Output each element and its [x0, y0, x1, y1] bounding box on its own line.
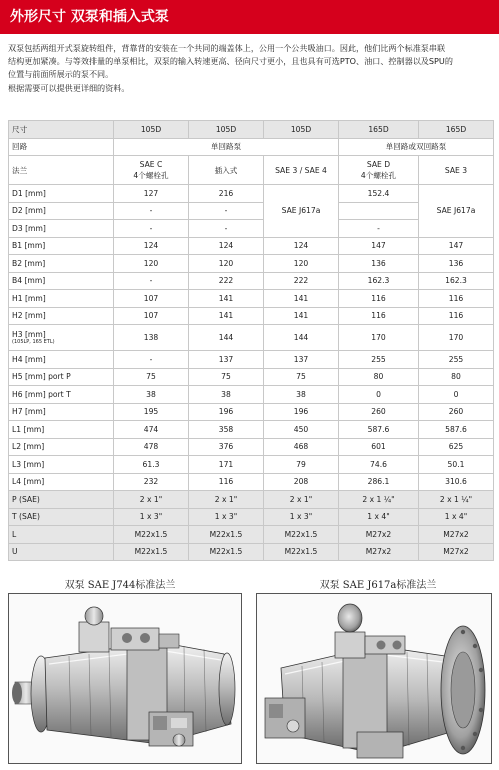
- table-cell: 170: [419, 325, 494, 351]
- table-cell: M22x1.5: [189, 526, 264, 544]
- table-cell: 124: [189, 237, 264, 255]
- circuit-label: 回路: [9, 138, 114, 156]
- table-cell: 38: [114, 386, 189, 404]
- table-cell: M22x1.5: [264, 543, 339, 561]
- row-label: P (SAE): [9, 491, 114, 509]
- table-cell: 478: [114, 438, 189, 456]
- table-cell: 141: [189, 290, 264, 308]
- table-cell: 260: [339, 403, 419, 421]
- row-label: H5 [mm] port P: [9, 368, 114, 386]
- sae-j617a-cell: SAE J617a: [419, 185, 494, 238]
- row-label: B4 [mm]: [9, 272, 114, 290]
- left-figure-caption: 双泵 SAE J744标准法兰: [64, 580, 176, 591]
- table-cell: 2 x 1": [189, 491, 264, 509]
- table-row-b1: [9, 237, 494, 255]
- circuit-single-double: 单回路或双回路泵: [339, 138, 494, 156]
- table-cell: 255: [419, 351, 494, 369]
- table-cell: M22x1.5: [114, 526, 189, 544]
- intro-line: 结构更加紧凑。与等效排量的单泵相比，双泵的输入转速更高、径向尺寸更小，且也具有可选PTO、油口、控制器以及SPU的: [8, 56, 453, 67]
- table-cell: 116: [339, 307, 419, 325]
- row-label: B1 [mm]: [9, 237, 114, 255]
- table-cell: 75: [114, 368, 189, 386]
- table-row-l1: [9, 421, 494, 439]
- table-cell: 141: [264, 290, 339, 308]
- table-cell: 2 x 1 ¼": [419, 491, 494, 509]
- table-cell: 1 x 3": [114, 508, 189, 526]
- row-label: L2 [mm]: [9, 438, 114, 456]
- table-cell: 80: [419, 368, 494, 386]
- table-cell: 195: [114, 403, 189, 421]
- row-label: H2 [mm]: [9, 307, 114, 325]
- table-row-p: [9, 491, 494, 509]
- table-row-d1: D1 [mm] 127 216 SAE J617a 152.4 SAE J617a: [9, 185, 494, 203]
- row-label: L: [9, 526, 114, 544]
- table-cell: 1 x 4": [419, 508, 494, 526]
- row-label: H3 [mm] (105LP, 165 ETL): [9, 325, 114, 351]
- table-cell: 124: [114, 237, 189, 255]
- table-row-h4: [9, 351, 494, 369]
- table-row-h6: [9, 386, 494, 404]
- table-cell: 0: [419, 386, 494, 404]
- right-figure-caption: 双泵 SAE J617a标准法兰: [319, 580, 437, 591]
- intro-line: 位置与前面所展示的泵不同。: [8, 69, 114, 80]
- table-cell: -: [114, 272, 189, 290]
- table-row-d2: D2 [mm] - -: [9, 202, 494, 220]
- table-cell: 120: [114, 255, 189, 273]
- table-cell: 255: [339, 351, 419, 369]
- table-cell: 232: [114, 473, 189, 491]
- table-cell: 75: [264, 368, 339, 386]
- table-cell: 80: [339, 368, 419, 386]
- table-cell: 136: [419, 255, 494, 273]
- table-cell: 474: [114, 421, 189, 439]
- table-cell: 196: [264, 403, 339, 421]
- table-cell: 116: [419, 290, 494, 308]
- table-row-b2: [9, 255, 494, 273]
- left-pump-figure: [8, 593, 242, 764]
- table-cell: 162.3: [339, 272, 419, 290]
- table-cell: 2 x 1 ¼": [339, 491, 419, 509]
- table-cell: M22x1.5: [264, 526, 339, 544]
- table-cell: 587.6: [419, 421, 494, 439]
- table-cell: 147: [419, 237, 494, 255]
- table-cell: 75: [189, 368, 264, 386]
- table-cell: 144: [189, 325, 264, 351]
- flange-cell: 插入式: [189, 156, 264, 185]
- table-cell: 124: [264, 237, 339, 255]
- table-cell: 260: [419, 403, 494, 421]
- table-cell: 137: [264, 351, 339, 369]
- table-row-h1: [9, 290, 494, 308]
- table-cell: M27x2: [339, 543, 419, 561]
- table-row-l: [9, 526, 494, 544]
- table-cell: M27x2: [419, 543, 494, 561]
- table-cell: 625: [419, 438, 494, 456]
- table-cell: 120: [189, 255, 264, 273]
- table-row-circuit: [9, 138, 494, 156]
- row-label: L4 [mm]: [9, 473, 114, 491]
- table-cell: 50.1: [419, 456, 494, 474]
- table-row-d3: D3 [mm] - - -: [9, 220, 494, 238]
- table-cell: 116: [419, 307, 494, 325]
- dimensions-table: [8, 120, 494, 561]
- table-row-h3: [9, 325, 494, 351]
- row-label: L1 [mm]: [9, 421, 114, 439]
- table-cell: M27x2: [339, 526, 419, 544]
- table-cell: M27x2: [419, 526, 494, 544]
- table-cell: 61.3: [114, 456, 189, 474]
- size-cell: 105D: [189, 121, 264, 139]
- table-cell: 208: [264, 473, 339, 491]
- row-label: B2 [mm]: [9, 255, 114, 273]
- row-label: H7 [mm]: [9, 403, 114, 421]
- table-cell: 74.6: [339, 456, 419, 474]
- flange-cell: SAE C 4个螺栓孔: [114, 156, 189, 185]
- table-row-b4: [9, 272, 494, 290]
- table-cell: 1 x 4": [339, 508, 419, 526]
- table-cell: 310.6: [419, 473, 494, 491]
- row-label: H4 [mm]: [9, 351, 114, 369]
- table-cell: 79: [264, 456, 339, 474]
- table-cell: 1 x 3": [189, 508, 264, 526]
- double-pump-j744-illustration: [9, 594, 242, 764]
- table-cell: 38: [189, 386, 264, 404]
- row-label: L3 [mm]: [9, 456, 114, 474]
- table-row-l2: [9, 438, 494, 456]
- row-label: H1 [mm]: [9, 290, 114, 308]
- table-cell: 170: [339, 325, 419, 351]
- table-cell: 107: [114, 307, 189, 325]
- table-cell: 137: [189, 351, 264, 369]
- table-cell: 376: [189, 438, 264, 456]
- table-cell: 147: [339, 237, 419, 255]
- table-row-h2: [9, 307, 494, 325]
- table-row-u: [9, 543, 494, 561]
- table-cell: 136: [339, 255, 419, 273]
- page-header: [0, 0, 499, 34]
- table-cell: 450: [264, 421, 339, 439]
- table-cell: 222: [264, 272, 339, 290]
- table-cell: 601: [339, 438, 419, 456]
- table-cell: 162.3: [419, 272, 494, 290]
- intro-line: 双泵包括两组开式泵旋转组件，背靠背的安装在一个共同的端盖体上，公用一个公共吸油口。因此，他们比两个标准泵串联: [8, 43, 446, 53]
- table-cell: 171: [189, 456, 264, 474]
- flange-cell: SAE D 4个螺栓孔: [339, 156, 419, 185]
- table-cell: 0: [339, 386, 419, 404]
- table-cell: 107: [114, 290, 189, 308]
- table-cell: M22x1.5: [114, 543, 189, 561]
- size-label: 尺寸: [9, 121, 114, 139]
- table-cell: -: [114, 351, 189, 369]
- row-label: U: [9, 543, 114, 561]
- size-cell: 105D: [114, 121, 189, 139]
- table-cell: 1 x 3": [264, 508, 339, 526]
- page-title: 外形尺寸 双泵和插入式泵: [10, 9, 169, 25]
- size-cell: 105D: [264, 121, 339, 139]
- table-row-t: [9, 508, 494, 526]
- sae-j617a-cell: SAE J617a: [264, 185, 339, 238]
- table-cell: 38: [264, 386, 339, 404]
- table-cell: 2 x 1": [114, 491, 189, 509]
- table-cell: 358: [189, 421, 264, 439]
- double-pump-j617a-illustration: [257, 594, 492, 764]
- table-cell: 116: [339, 290, 419, 308]
- table-row-l4: [9, 473, 494, 491]
- table-cell: 2 x 1": [264, 491, 339, 509]
- flange-label: 法兰: [9, 156, 114, 185]
- circuit-single: 单回路泵: [114, 138, 339, 156]
- table-cell: 144: [264, 325, 339, 351]
- table-row-h7: [9, 403, 494, 421]
- row-label: T (SAE): [9, 508, 114, 526]
- right-pump-figure: [256, 593, 492, 764]
- table-cell: 116: [189, 473, 264, 491]
- size-cell: 165D: [339, 121, 419, 139]
- table-cell: M22x1.5: [189, 543, 264, 561]
- row-label: H6 [mm] port T: [9, 386, 114, 404]
- table-row-l3: [9, 456, 494, 474]
- table-cell: 141: [264, 307, 339, 325]
- table-cell: 120: [264, 255, 339, 273]
- table-cell: 138: [114, 325, 189, 351]
- intro-text: [8, 42, 493, 95]
- table-cell: 196: [189, 403, 264, 421]
- flange-cell: SAE 3: [419, 156, 494, 185]
- table-cell: 222: [189, 272, 264, 290]
- table-row-flange: [9, 156, 494, 185]
- table-row-size: [9, 121, 494, 139]
- table-cell: 468: [264, 438, 339, 456]
- table-cell: 141: [189, 307, 264, 325]
- intro-line: 根据需要可以提供更详细的资料。: [8, 82, 130, 93]
- table-cell: 286.1: [339, 473, 419, 491]
- flange-cell: SAE 3 / SAE 4: [264, 156, 339, 185]
- table-row-h5: [9, 368, 494, 386]
- size-cell: 165D: [419, 121, 494, 139]
- table-cell: 587.6: [339, 421, 419, 439]
